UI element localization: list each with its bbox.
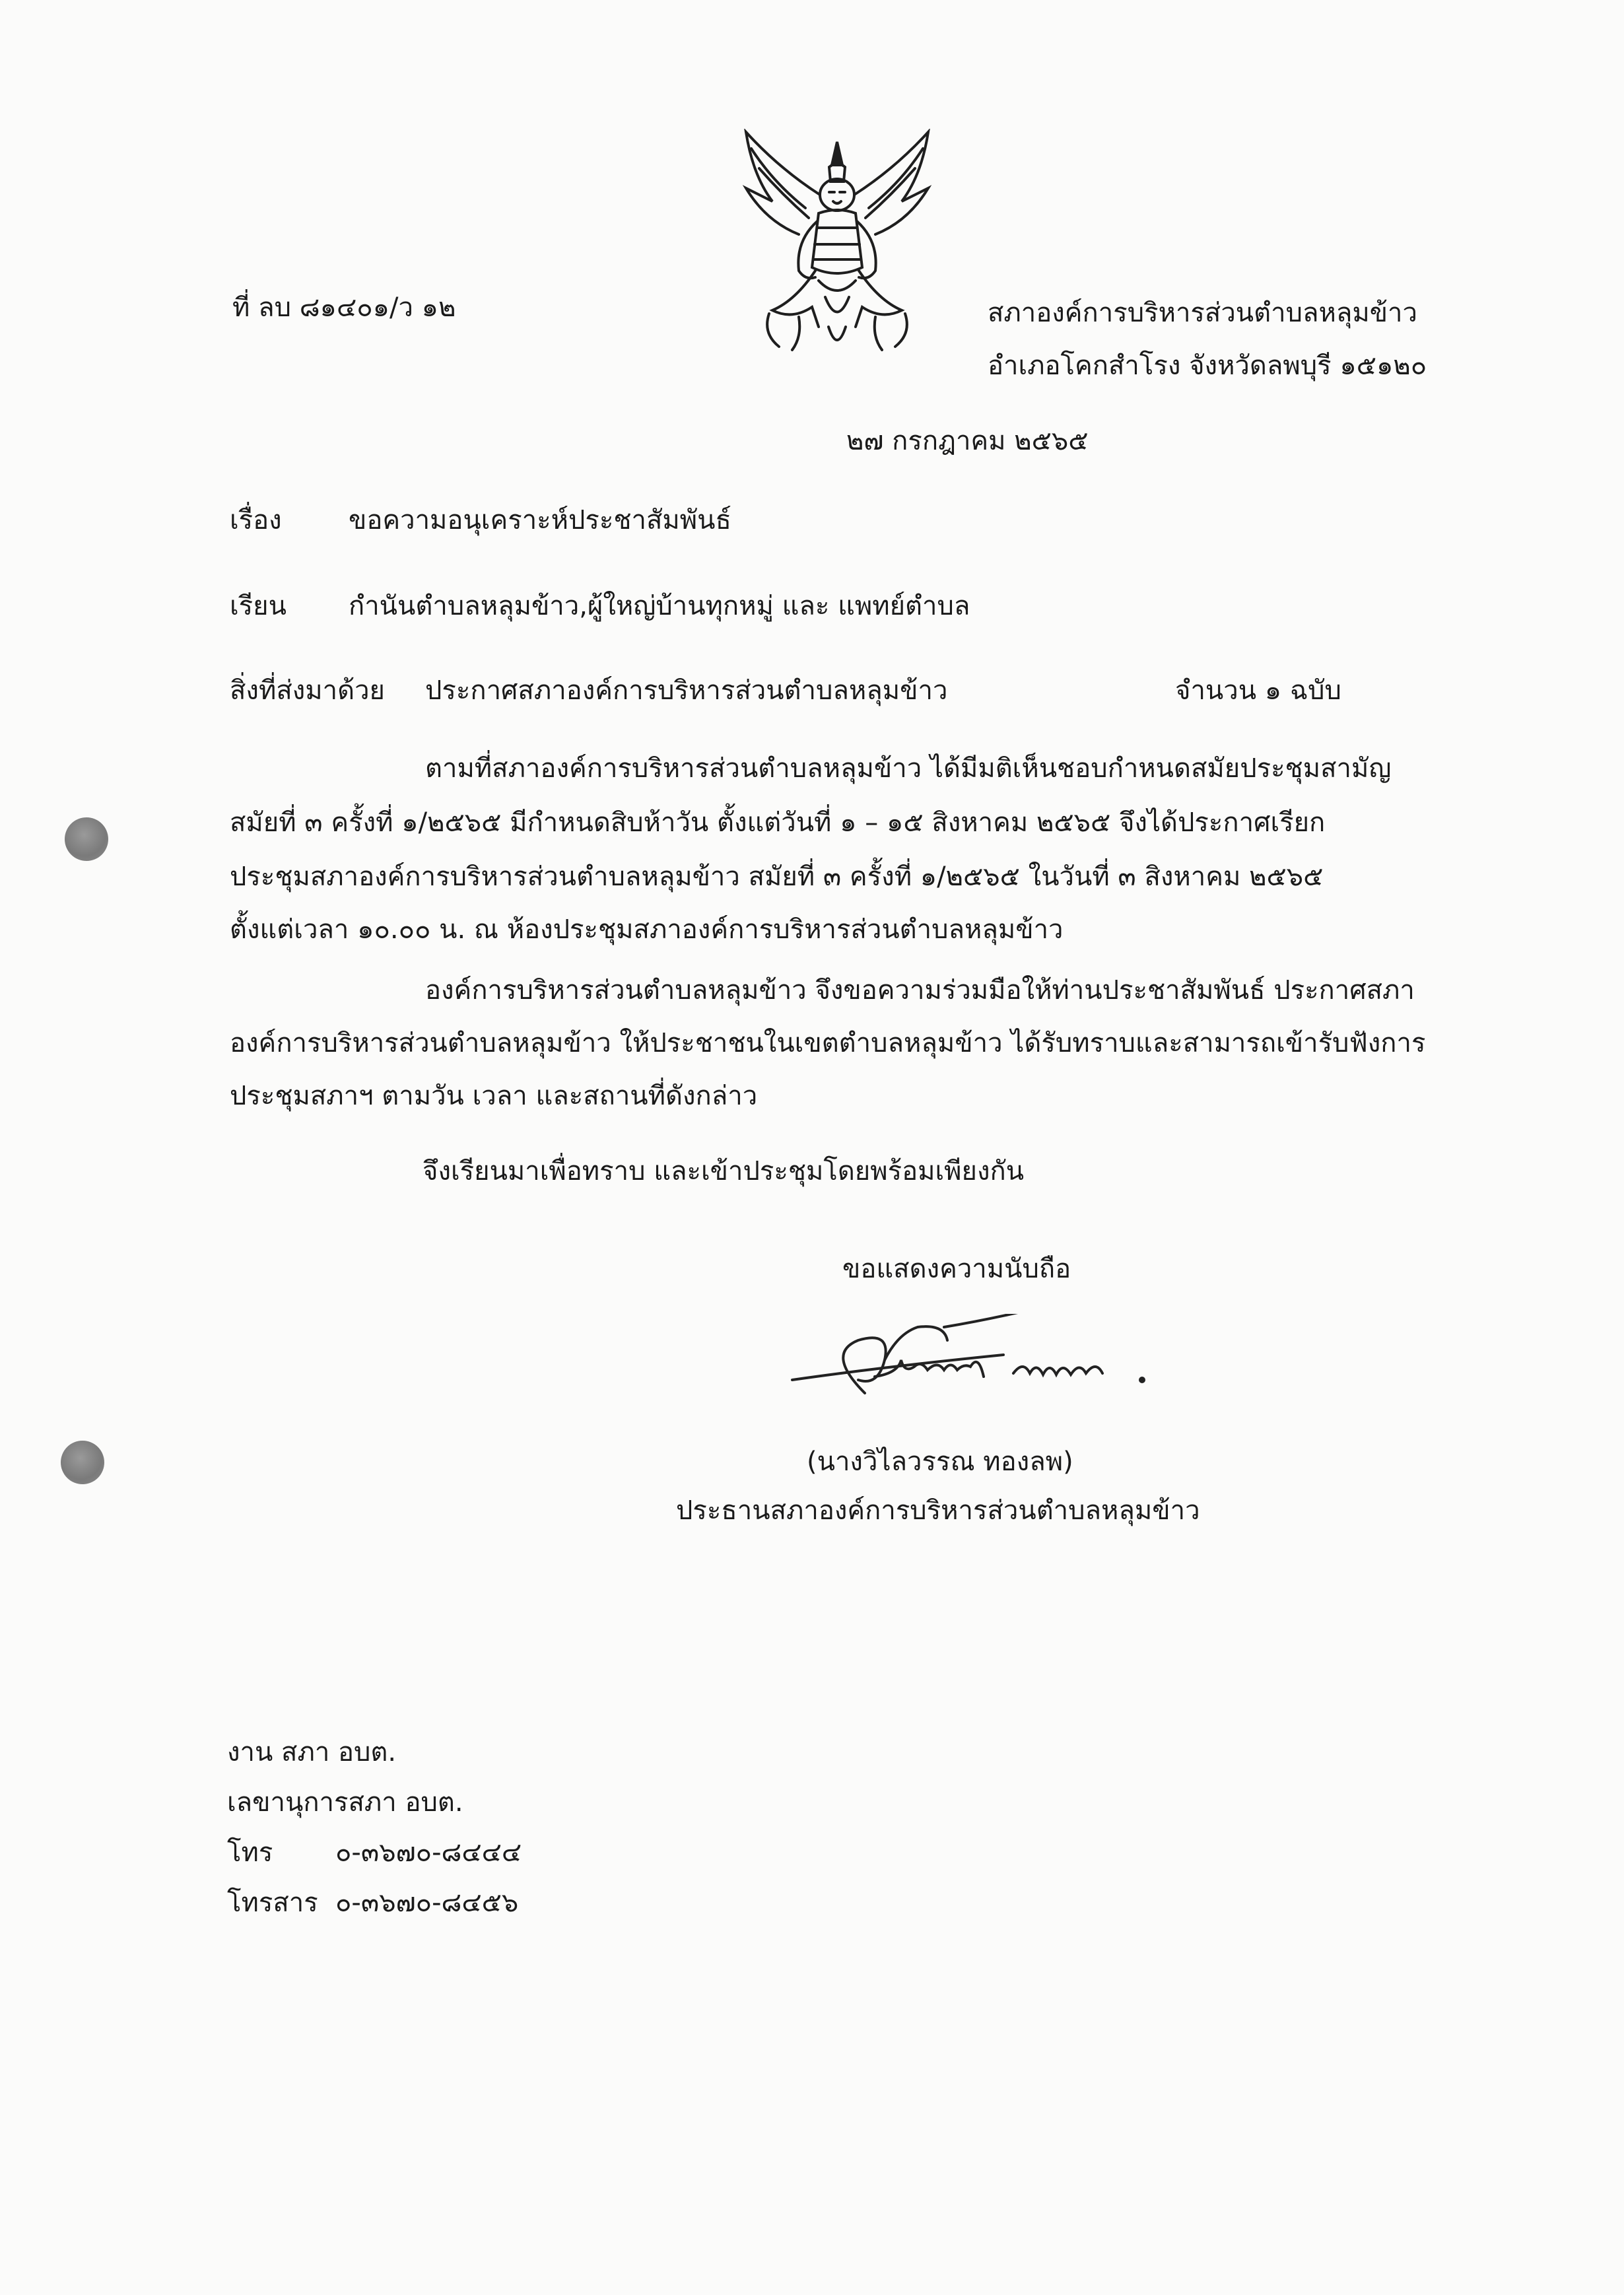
enclosure-quantity: จำนวน ๑ ฉบับ [1175, 675, 1341, 706]
reference-number: ที่ ลบ ๘๑๔๐๑/ว ๑๒ [232, 292, 456, 323]
footer-fax: ๐-๓๖๗๐-๘๔๕๖ [335, 1888, 519, 1918]
garuda-emblem-icon [733, 129, 941, 357]
handwritten-signature-icon [786, 1314, 1155, 1420]
subject-label: เรื่อง [230, 505, 282, 535]
organization-address: อำเภอโคกสำโรง จังหวัดลพบุรี ๑๕๑๒๐ [988, 351, 1427, 381]
footer-tel-label: โทร [227, 1837, 273, 1868]
salutation: ขอแสดงความนับถือ [842, 1254, 1071, 1284]
subject-text: ขอความอนุเคราะห์ประชาสัมพันธ์ [349, 505, 731, 535]
enclosure-text: ประกาศสภาองค์การบริหารส่วนตำบลหลุมข้าว [425, 675, 948, 706]
signatory-position: ประธานสภาองค์การบริหารส่วนตำบลหลุมข้าว [676, 1495, 1200, 1526]
footer-tel: ๐-๓๖๗๐-๘๔๔๔ [335, 1837, 522, 1868]
enclosure-label: สิ่งที่ส่งมาด้วย [230, 675, 385, 706]
body-para1-line1: ตามที่สภาองค์การบริหารส่วนตำบลหลุมข้าว ได้มีมติเห็นชอบกำหนดสมัยประชุมสามัญ [425, 753, 1392, 784]
body-para1-line3: ประชุมสภาองค์การบริหารส่วนตำบลหลุมข้าว สมัยที่ ๓ ครั้งที่ ๑/๒๕๖๕ ในวันที่ ๓ สิงหาคม ๒๕๖๕ [230, 862, 1324, 892]
organization-name: สภาองค์การบริหารส่วนตำบลหลุมข้าว [988, 298, 1417, 328]
body-para2-line3: ประชุมสภาฯ ตามวัน เวลา และสถานที่ดังกล่าว [230, 1081, 758, 1111]
footer-secretary: เลขานุการสภา อบต. [227, 1787, 463, 1818]
to-recipients: กำนันตำบลหลุมข้าว,ผู้ใหญ่บ้านทุกหมู่ และ แพทย์ตำบล [349, 591, 970, 621]
punch-hole [65, 817, 108, 861]
body-para1-line4: ตั้งแต่เวลา ๑๐.๐๐ น. ณ ห้องประชุมสภาองค์การบริหารส่วนตำบลหลุมข้าว [230, 914, 1064, 945]
body-para2-line2: องค์การบริหารส่วนตำบลหลุมข้าว ให้ประชาชนในเขตตำบลหลุมข้าว ได้รับทราบและสามารถเข้ารับฟังการ [230, 1028, 1426, 1058]
body-para2-line1: องค์การบริหารส่วนตำบลหลุมข้าว จึงขอความร่วมมือให้ท่านประชาสัมพันธ์ ประกาศสภา [425, 975, 1415, 1006]
closing-sentence: จึงเรียนมาเพื่อทราบ และเข้าประชุมโดยพร้อมเพียงกัน [423, 1156, 1025, 1186]
footer-department: งาน สภา อบต. [227, 1737, 397, 1767]
body-para1-line2: สมัยที่ ๓ ครั้งที่ ๑/๒๕๖๕ มีกำหนดสิบห้าวัน ตั้งแต่วันที่ ๑ – ๑๕ สิงหาคม ๒๕๖๕ จึงได้ประกาศเรียก [230, 807, 1326, 838]
signatory-name: (นางวิไลวรรณ ทองลพ) [807, 1447, 1073, 1477]
footer-fax-label: โทรสาร [227, 1888, 318, 1918]
to-label: เรียน [230, 591, 287, 621]
punch-hole [61, 1441, 104, 1484]
letter-date: ๒๗ กรกฎาคม ๒๕๖๕ [846, 426, 1089, 456]
